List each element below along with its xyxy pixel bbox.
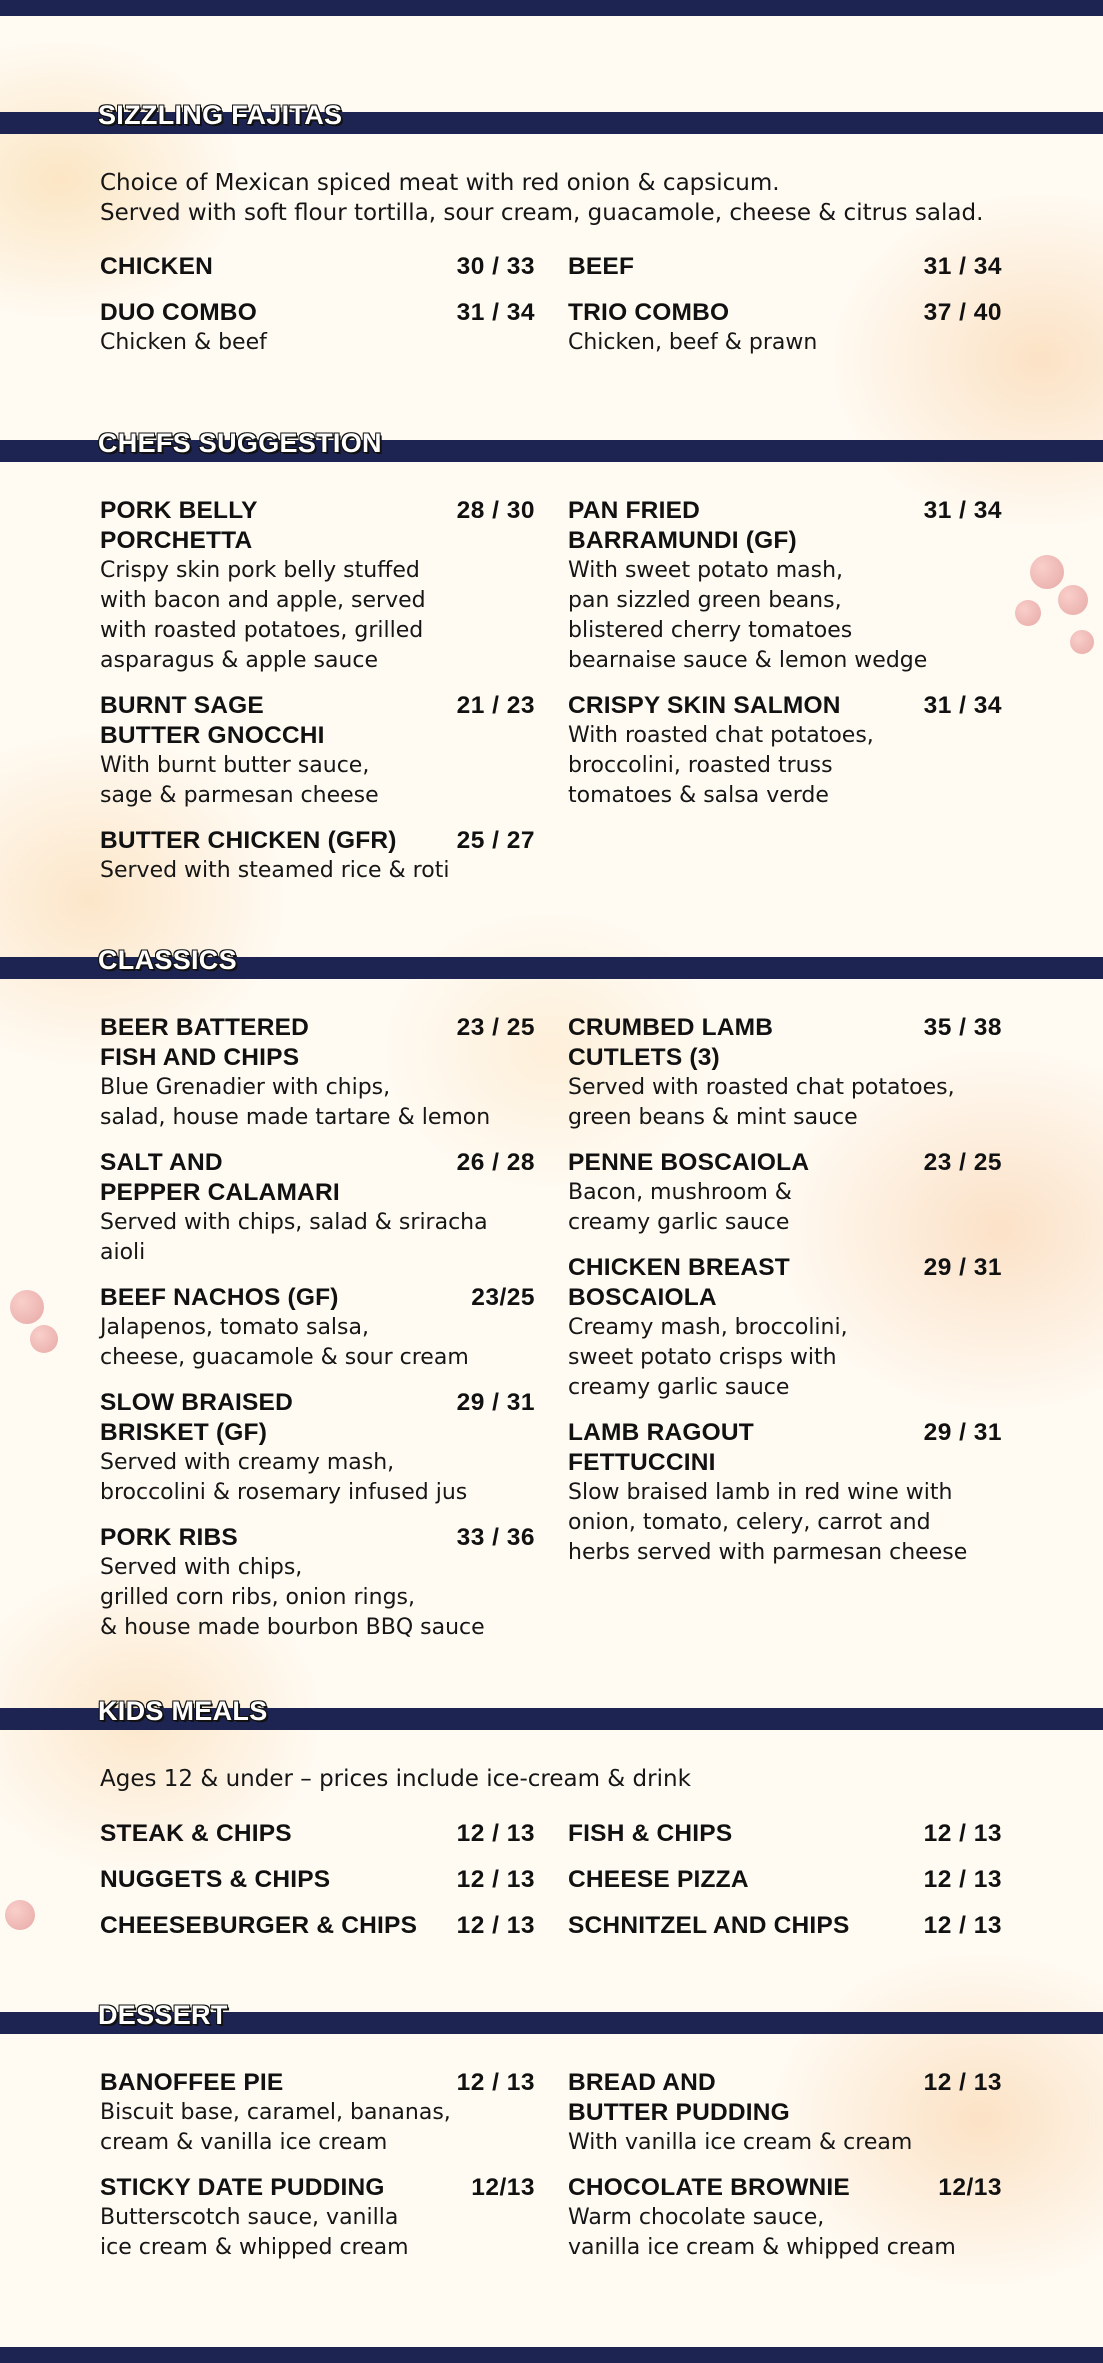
- menu-item: [100, 298, 535, 358]
- menu-item: [568, 1819, 1002, 1849]
- item-name: FISH & CHIPS: [568, 1820, 733, 1847]
- menu-item: [100, 1388, 535, 1508]
- menu-item: [100, 1283, 535, 1373]
- item-price: 12/13: [938, 2174, 1002, 2201]
- menu-item: [100, 1523, 535, 1643]
- item-price: 25 / 27: [456, 827, 535, 854]
- item-price: 12/13: [471, 2174, 535, 2201]
- menu-item: [100, 1819, 535, 1849]
- item-description: Served with chips, grilled corn ribs, onion rings, & house made bourbon BBQ sauce: [100, 1555, 485, 1640]
- item-name: PORK BELLY PORCHETTA: [100, 497, 258, 554]
- section-title: KIDS MEALS: [98, 1696, 268, 1726]
- menu-item: [568, 1148, 1002, 1238]
- item-name: STICKY DATE PUDDING: [100, 2174, 385, 2201]
- item-name: SCHNITZEL AND CHIPS: [568, 1912, 850, 1939]
- menu-item: [100, 691, 535, 811]
- item-description: Slow braised lamb in red wine with onion, tomato, celery, carrot and herbs served with parmesan cheese: [568, 1480, 968, 1565]
- bottom-border: [0, 2347, 1103, 2363]
- item-name: CHICKEN BREAST BOSCAIOLA: [568, 1254, 790, 1311]
- item-description: Warm chocolate sauce, vanilla ice cream & whipped cream: [568, 2205, 956, 2260]
- item-description: Served with creamy mash, broccolini & rosemary infused jus: [100, 1450, 468, 1505]
- item-name: BURNT SAGE BUTTER GNOCCHI: [100, 692, 325, 749]
- section-fajitas: [0, 100, 1103, 448]
- item-description: With burnt butter sauce, sage & parmesan cheese: [100, 753, 379, 808]
- section-title: SIZZLING FAJITAS: [98, 100, 343, 130]
- section-title: CLASSICS: [98, 945, 237, 975]
- item-price: 37 / 40: [923, 299, 1002, 326]
- item-name: STEAK & CHIPS: [100, 1820, 292, 1847]
- item-price: 12 / 13: [456, 1866, 535, 1893]
- menu-item: [568, 1911, 1002, 1941]
- menu-item: [568, 298, 1002, 358]
- item-price: 31 / 34: [456, 299, 535, 326]
- item-price: 12 / 13: [456, 2069, 535, 2096]
- menu-item: [568, 691, 1002, 811]
- item-name: BEEF NACHOS (GF): [100, 1284, 339, 1311]
- menu-item: [568, 1865, 1002, 1895]
- item-price: 23 / 25: [456, 1014, 535, 1041]
- item-name: CHICKEN: [100, 253, 214, 280]
- item-name: BEEF: [568, 253, 635, 280]
- section-intro: Choice of Mexican spiced meat with red onion & capsicum. Served with soft flour tortilla, sour cream, guacamole, cheese & citrus salad.: [100, 170, 984, 226]
- item-name: LAMB RAGOUT FETTUCCINI: [568, 1419, 754, 1476]
- item-price: 26 / 28: [456, 1149, 535, 1176]
- menu-item: [100, 1148, 535, 1268]
- item-price: 31 / 34: [923, 253, 1002, 280]
- item-name: BEER BATTERED FISH AND CHIPS: [100, 1014, 310, 1071]
- item-name: TRIO COMBO: [568, 299, 730, 326]
- menu-item: [100, 2173, 535, 2263]
- item-name: SALT AND PEPPER CALAMARI: [100, 1149, 340, 1206]
- menu-item: [100, 826, 535, 886]
- item-description: Chicken, beef & prawn: [568, 330, 818, 355]
- item-price: 23/25: [471, 1284, 535, 1311]
- menu-item: [100, 252, 535, 282]
- section-kids-meals: [0, 1696, 1103, 2003]
- item-description: Jalapenos, tomato salsa, cheese, guacamole & sour cream: [100, 1315, 469, 1370]
- menu-item: [568, 1253, 1002, 1403]
- item-price: 35 / 38: [923, 1014, 1002, 1041]
- section-intro: Ages 12 & under – prices include ice-cream & drink: [100, 1766, 691, 1792]
- item-name: PORK RIBS: [100, 1524, 238, 1551]
- section-classics: [0, 945, 1103, 1697]
- item-description: Served with steamed rice & roti: [100, 858, 450, 883]
- section-title: CHEFS SUGGESTION: [98, 428, 382, 458]
- item-price: 29 / 31: [456, 1389, 535, 1416]
- menu-item: [568, 496, 1068, 676]
- menu-item: [568, 252, 1002, 282]
- item-name: SLOW BRAISED BRISKET (GF): [100, 1389, 293, 1446]
- item-name: BREAD AND BUTTER PUDDING: [568, 2069, 790, 2126]
- section-title: DESSERT: [98, 2000, 228, 2030]
- menu-item: [100, 1865, 535, 1895]
- item-price: 30 / 33: [456, 253, 535, 280]
- menu-item: [568, 2173, 1068, 2263]
- item-price: 21 / 23: [456, 692, 535, 719]
- menu-item: [568, 2068, 1068, 2158]
- item-description: Crispy skin pork belly stuffed with bacon and apple, served with roasted potatoes, grilled asparagus & apple sauce: [100, 558, 426, 673]
- item-price: 29 / 31: [923, 1419, 1002, 1446]
- item-price: 28 / 30: [456, 497, 535, 524]
- item-name: CRISPY SKIN SALMON: [568, 692, 841, 719]
- menu-item: [568, 1418, 1068, 1568]
- item-name: BANOFFEE PIE: [100, 2069, 284, 2096]
- item-description: Biscuit base, caramel, bananas, cream & vanilla ice cream: [100, 2100, 451, 2155]
- section-chefs-suggestion: [0, 428, 1103, 950]
- item-description: With sweet potato mash, pan sizzled green beans, blistered cherry tomatoes bearnaise sauce & lemon wedge: [568, 558, 928, 673]
- item-price: 12 / 13: [923, 1866, 1002, 1893]
- item-name: NUGGETS & CHIPS: [100, 1866, 331, 1893]
- item-description: Butterscotch sauce, vanilla ice cream & whipped cream: [100, 2205, 409, 2260]
- item-description: With roasted chat potatoes, broccolini, roasted truss tomatoes & salsa verde: [568, 723, 874, 808]
- item-price: 12 / 13: [923, 2069, 1002, 2096]
- section-dessert: [0, 2000, 1103, 2342]
- item-name: CRUMBED LAMB CUTLETS (3): [568, 1014, 774, 1071]
- menu-item: [100, 2068, 535, 2158]
- item-name: BUTTER CHICKEN (GFR): [100, 827, 397, 854]
- item-price: 12 / 13: [456, 1912, 535, 1939]
- item-name: PAN FRIED BARRAMUNDI (GF): [568, 497, 797, 554]
- item-name: PENNE BOSCAIOLA: [568, 1149, 810, 1176]
- item-description: Creamy mash, broccolini, sweet potato crisps with creamy garlic sauce: [568, 1315, 848, 1400]
- item-description: Chicken & beef: [100, 330, 267, 355]
- item-price: 33 / 36: [456, 1524, 535, 1551]
- item-price: 29 / 31: [923, 1254, 1002, 1281]
- item-description: Served with chips, salad & sriracha aioli: [100, 1210, 488, 1265]
- item-name: CHEESE PIZZA: [568, 1866, 749, 1893]
- item-price: 31 / 34: [923, 692, 1002, 719]
- item-price: 12 / 13: [923, 1820, 1002, 1847]
- item-description: Served with roasted chat potatoes, green beans & mint sauce: [568, 1075, 955, 1130]
- top-border: [0, 0, 1103, 16]
- menu-item: [568, 1013, 1068, 1133]
- menu-item: [100, 1911, 535, 1941]
- item-price: 23 / 25: [923, 1149, 1002, 1176]
- item-name: CHOCOLATE BROWNIE: [568, 2174, 850, 2201]
- item-description: Blue Grenadier with chips, salad, house made tartare & lemon: [100, 1075, 491, 1130]
- item-description: With vanilla ice cream & cream: [568, 2130, 913, 2155]
- item-price: 12 / 13: [456, 1820, 535, 1847]
- item-description: Bacon, mushroom & creamy garlic sauce: [568, 1180, 792, 1235]
- item-name: CHEESEBURGER & CHIPS: [100, 1912, 418, 1939]
- menu-item: [100, 496, 535, 676]
- menu-item: [100, 1013, 535, 1133]
- item-name: DUO COMBO: [100, 299, 257, 326]
- item-price: 12 / 13: [923, 1912, 1002, 1939]
- item-price: 31 / 34: [923, 497, 1002, 524]
